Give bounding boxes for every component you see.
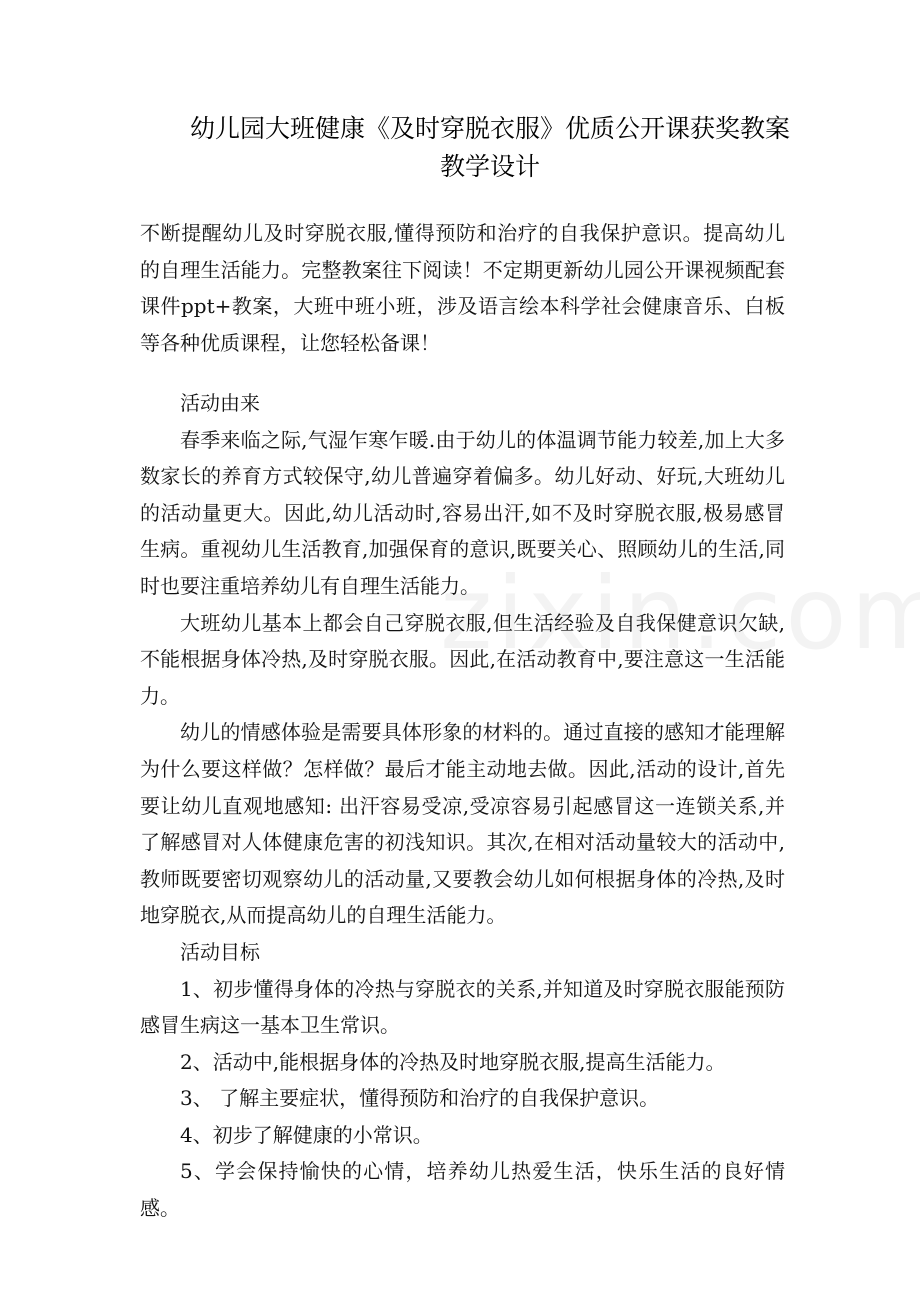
title-line-2: 教学设计: [439, 152, 540, 181]
goal-item-2: 2、活动中,能根据身体的冷热及时地穿脱衣服,提高生活能力。: [180, 1049, 726, 1074]
goal-item-5: 5、学会保持愉快的心情，培养幼儿热爱生活，快乐生活的良好情感。: [140, 1159, 785, 1221]
document-title: [140, 110, 840, 186]
origin-paragraph-3: 幼儿的情感体验是需要具体形象的材料的。通过直接的感知才能理解为什么要这样做？怎样做？最后才能主动地去做。因此,活动的设计,首先要让幼儿直观地感知: 出汗容易受凉,受凉容易引起感冒这一连锁关系,并了解感冒对人体健康危害的初浅知识。其次,在相对活动量较大的活动中,教师既要密切观察幼儿的活动量,又要教会幼儿如何根据身体的冷热,及时地穿脱衣,从而提高幼儿的自理生活能力。: [140, 720, 785, 928]
goal-item-3: 3、 了解主要症状，懂得预防和治疗的自我保护意识。: [180, 1086, 660, 1111]
origin-paragraph-1: 春季来临之际,气湿乍寒乍暖.由于幼儿的体温调节能力较差,加上大多数家长的养育方式较保守,幼儿普遍穿着偏多。幼儿好动、好玩,大班幼儿的活动量更大。因此,幼儿活动时,容易出汗,如不及时穿脱衣服,极易感冒生病。重视幼儿生活教育,加强保育的意识,既要关心、照顾幼儿的生活,同时也要注重培养幼儿有自理生活能力。: [140, 427, 785, 598]
section-heading-goals: 活动目标: [180, 939, 260, 964]
goal-item-1: 1、初步懂得身体的冷热与穿脱衣的关系,并知道及时穿脱衣服能预防感冒生病这一基本卫生常识。: [140, 976, 785, 1038]
title-line-1: 幼儿园大班健康《及时穿脱衣服》优质公开课获奖教案: [189, 114, 790, 143]
main-content: [140, 385, 785, 1227]
origin-paragraph-2: 大班幼儿基本上都会自己穿脱衣服,但生活经验及自我保健意识欠缺,不能根据身体冷热,及时穿脱衣服。因此,在活动教育中,要注意这一生活能力。: [140, 610, 785, 708]
section-heading-origin: 活动由来: [180, 391, 260, 415]
goal-item-4: 4、初步了解健康的小常识。: [180, 1122, 433, 1147]
intro-paragraph: 不断提醒幼儿及时穿脱衣服,懂得预防和治疗的自我保护意识。提高幼儿的自理生活能力。完整教案往下阅读！不定期更新幼儿园公开课视频配套课件ppt+教案，大班中班小班，涉及语言绘本科学社会健康音乐、白板等各种优质课程，让您轻松备课！: [140, 221, 785, 355]
